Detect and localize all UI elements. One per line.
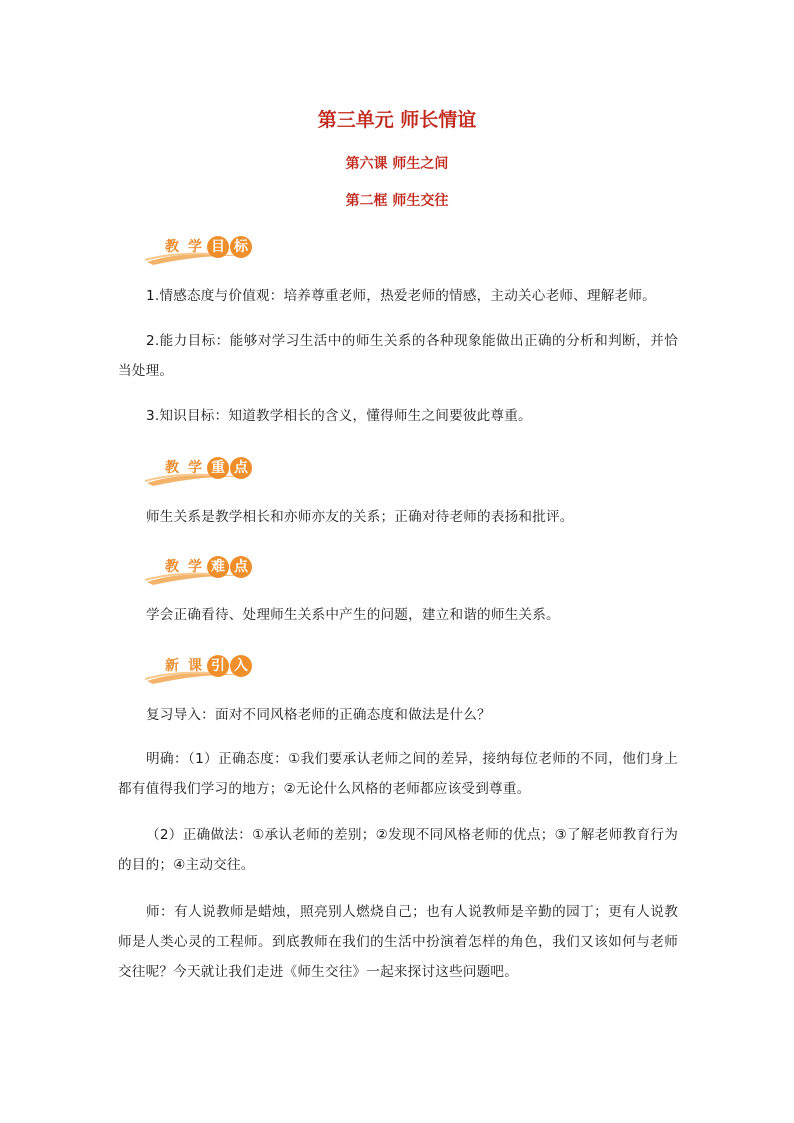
objective-item-1: 1.情感态度与价值观：培养尊重老师，热爱老师的情感，主动关心老师、理解老师。: [146, 288, 656, 304]
badge-char: 难: [207, 556, 229, 578]
review-question: 复习导入：面对不同风格老师的正确态度和做法是什么？: [146, 707, 491, 723]
objective-item-3: 3.知识目标：知道教学相长的含义，懂得师生之间要彼此尊重。: [146, 408, 532, 424]
teacher-intro: 师：有人说教师是蜡烛，照亮别人燃烧自己；也有人说教师是辛勤的园丁；更有人说教师是人类心灵的工程师。到底教师在我们的生活中扮演着怎样的角色，我们又该如何与老师交往呢？今天就让我们走进《师生交往》一起来探讨这些问题吧。: [118, 904, 678, 980]
key-points-text: 师生关系是教学相长和亦师亦友的关系；正确对待老师的表扬和批评。: [146, 509, 574, 525]
difficulties-text: 学会正确看待、处理师生关系中产生的问题，建立和谐的师生关系。: [146, 607, 560, 623]
badge-char: 教: [165, 460, 179, 476]
badge-char: 点: [230, 457, 252, 479]
introduction-badge: [143, 651, 283, 685]
unit-title: 第三单元 师长情谊: [317, 109, 477, 131]
clarify-attitude: 明确：（1）正确态度：①我们要承认老师之间的差异，接纳每位老师的不同，他们身上都有值得我们学习的地方；②无论什么风格的老师都应该受到尊重。: [118, 751, 678, 797]
objective-item-2: 2.能力目标：能够对学习生活中的师生关系的各种现象能做出正确的分析和判断，并恰当处理。: [118, 333, 678, 379]
badge-char: 教: [165, 239, 179, 255]
badge-char: 学: [188, 239, 202, 255]
clarify-method: （2）正确做法：①承认老师的差别；②发现不同风格老师的优点；③了解老师教育行为的目的；④主动交往。: [118, 827, 678, 873]
section-title: 第二框 师生交往: [345, 193, 449, 209]
badge-char: 引: [207, 655, 229, 677]
badge-char: 学: [188, 559, 202, 575]
badge-char: 目: [207, 236, 229, 258]
difficulties-badge: [143, 552, 283, 586]
key-points-badge: [143, 453, 283, 487]
lesson-title: 第六课 师生之间: [345, 156, 449, 172]
badge-char: 重: [207, 457, 229, 479]
badge-char: 入: [230, 655, 252, 677]
badge-char: 标: [230, 236, 252, 258]
objectives-badge: [143, 232, 283, 266]
badge-char: 教: [165, 559, 179, 575]
badge-char: 点: [230, 556, 252, 578]
badge-char: 课: [188, 658, 202, 674]
badge-char: 学: [188, 460, 202, 476]
badge-char: 新: [165, 658, 179, 674]
